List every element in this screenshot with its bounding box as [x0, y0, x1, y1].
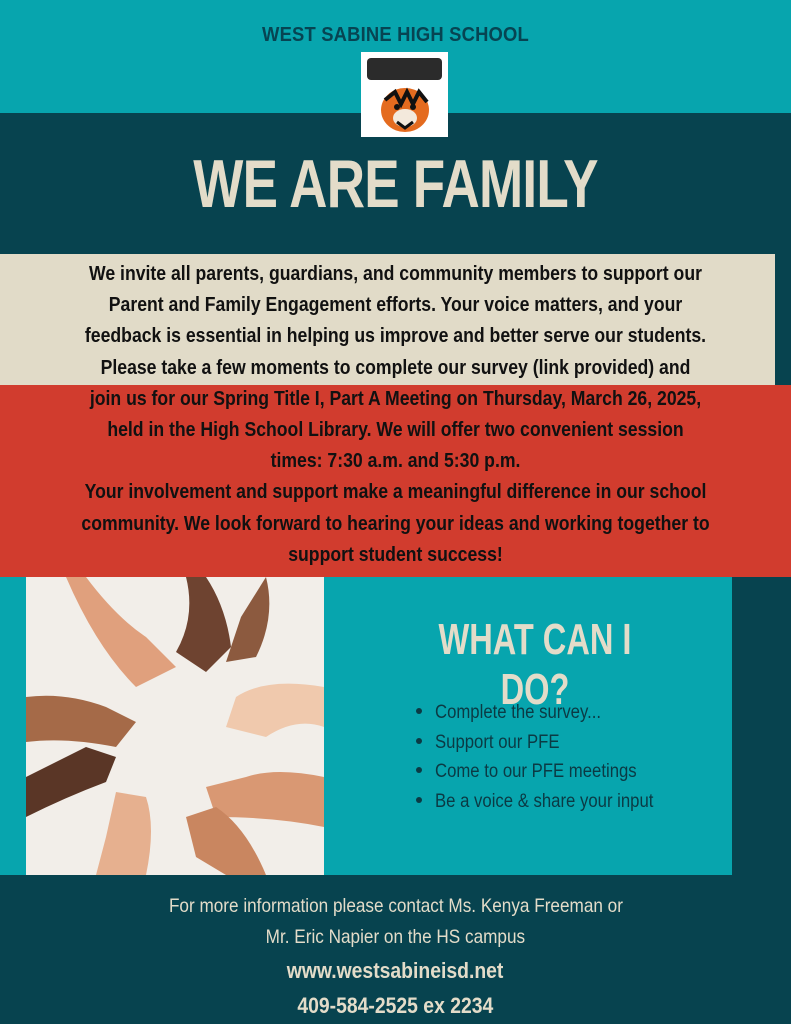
phone-number: 409-584-2525 ex 2234	[297, 993, 494, 1018]
contact-line-1: For more information please contact Ms. Kenya Freeman or	[168, 895, 623, 917]
intro-line: feedback is essential in helping us improve and better serve our students.	[84, 324, 707, 348]
intro-line: support student success!	[288, 542, 503, 566]
main-headline: WE ARE FAMILY	[193, 146, 598, 222]
intro-line: Your involvement and support make a meaningful difference in our school	[84, 480, 707, 504]
intro-line: held in the High School Library. We will offer two convenient session	[107, 418, 684, 442]
bullet-icon	[416, 767, 422, 773]
what-can-i-do-heading: WHAT CAN I DO?	[438, 615, 632, 714]
list-item: Come to our PFE meetings	[416, 757, 683, 787]
intro-line: times: 7:30 a.m. and 5:30 p.m.	[270, 449, 521, 473]
website-link[interactable]: www.westsabineisd.net	[287, 958, 504, 983]
intro-line: Parent and Family Engagement efforts. Your voice matters, and your	[108, 293, 683, 317]
action-list	[416, 698, 683, 816]
bullet-icon	[416, 708, 422, 714]
intro-paragraph	[0, 258, 791, 570]
tigers-logo	[361, 52, 448, 137]
list-item: Support our PFE	[416, 728, 683, 758]
hands-fist-circle-photo	[26, 577, 324, 875]
contact-line-2: Mr. Eric Napier on the HS campus	[265, 926, 526, 948]
bullet-icon	[416, 797, 422, 803]
list-item: Be a voice & share your input	[416, 787, 683, 817]
school-name: WEST SABINE HIGH SCHOOL	[262, 24, 529, 46]
intro-line: Please take a few moments to complete our survey (link provided) and	[100, 355, 691, 379]
intro-line: community. We look forward to hearing your ideas and working together to	[81, 511, 710, 535]
list-item: Complete the survey...	[416, 698, 683, 728]
intro-line: join us for our Spring Title I, Part A Meeting on Thursday, March 26, 2025,	[89, 386, 702, 410]
intro-line: We invite all parents, guardians, and community members to support our	[89, 262, 702, 285]
bullet-icon	[416, 738, 422, 744]
